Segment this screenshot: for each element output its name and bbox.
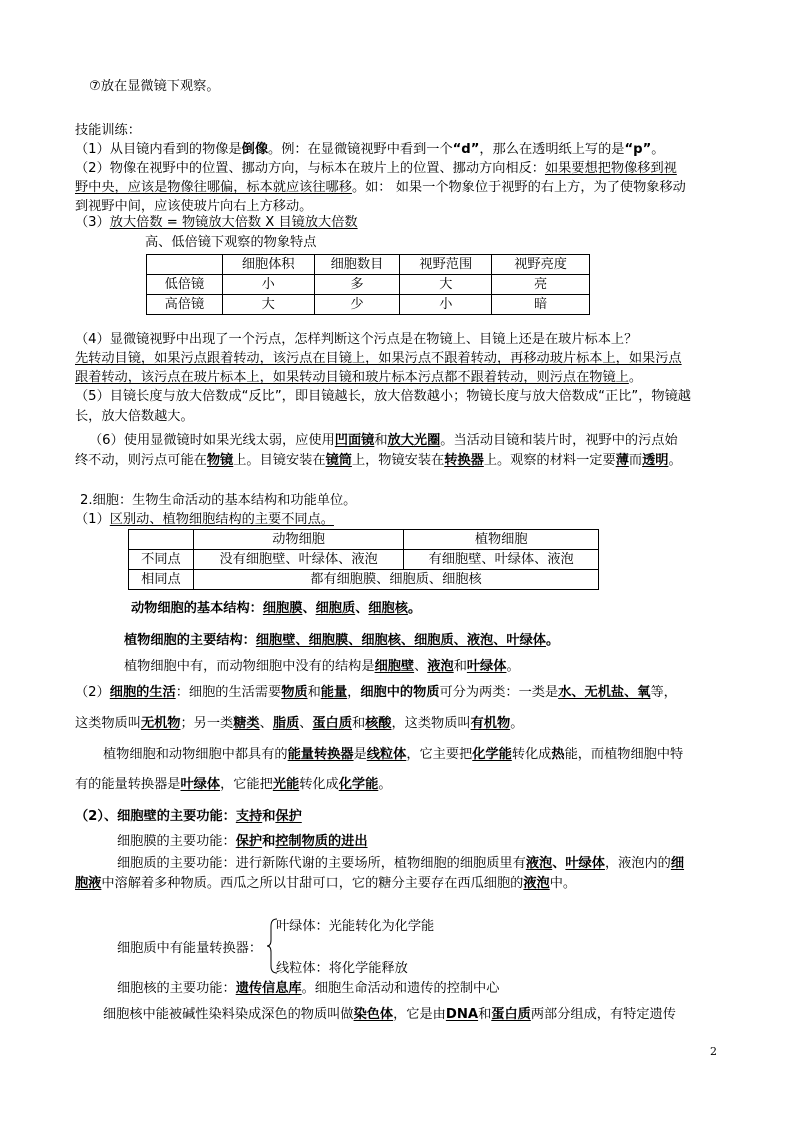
skill-2-line2: 野中央，应该是物像往哪偏，标本就应该往哪移。如： 如果一个物象位于视野的右上方，为了使物象移动 [75,180,686,195]
skills-heading: 技能训练： [75,123,141,138]
table-cell: 有细胞壁、叶绿体、液泡 [404,550,599,570]
cell-life-line2: 这类物质叫无机物；另一类糖类、脂质、蛋白质和核酸，这类物质叫有机物。 [75,716,524,731]
table-header-cell: 植物细胞 [404,530,599,550]
table-cell: 多 [314,275,400,295]
table-row [147,275,590,295]
nucleus-function: 细胞核的主要功能：遗传信息库。细胞生命活动和遗传的控制中心 [117,981,500,996]
table-row [147,295,590,315]
table1-caption: 高、低倍镜下观察的物象特点 [145,235,317,250]
table-header-cell: 动物细胞 [193,530,404,550]
table-header-row [129,530,599,550]
skill-5-line1: （5）目镜长度与放大倍数成“反比”，即目镜越长，放大倍数越小；物镜长度与放大倍数成“正比”，物镜越 [75,389,691,404]
table-row [129,550,599,570]
table-row [129,570,599,590]
cell-wall-function: （2）、细胞壁的主要功能：支持和保护 [75,809,302,824]
skill-4-question: （4）显微镜视野中出现了一个污点，怎样判断这个污点是在物镜上、目镜上还是在玻片标本上？ [75,332,638,347]
table-cell: 都有细胞膜、细胞质、细胞核 [193,570,598,590]
table-header-cell: 视野亮度 [492,255,590,275]
table-header-cell: 细胞数目 [314,255,400,275]
cytoplasm-function-line2: 胞液中溶解着多种物质。西瓜之所以甘甜可口，它的糖分主要存在西瓜细胞的液泡中。 [75,876,577,891]
cytoplasm-function-line1: 细胞质的主要功能：进行新陈代谢的主要场所，植物细胞的细胞质里有液泡、叶绿体，液泡内的细 [117,856,685,871]
animal-cell-structure: 动物细胞的基本结构：细胞膜、细胞质、细胞核。 [131,601,422,616]
table-cell: 暗 [492,295,590,315]
energy-converter-line2: 有的能量转换器是叶绿体，它能把光能转化成化学能。 [75,777,392,792]
table-cell: 高倍镜 [147,295,223,315]
skill-4-answer2: 跟着转动，该污点在玻片标本上，如果转动目镜和玻片标本污点都不跟着转动，则污点在物镜上。 [75,370,643,385]
skill-3: （3）放大倍数 = 物镜放大倍数 X 目镜放大倍数 [75,215,358,230]
plant-cell-structure: 植物细胞的主要结构：细胞壁、细胞膜、细胞核、细胞质、液泡、叶绿体。 [124,633,560,648]
step-7: ⑦放在显微镜下观察。 [89,79,220,94]
table-cell: 大 [400,275,492,295]
plant-only-structures: 植物细胞中有，而动物细胞中没有的结构是细胞壁、液泡和叶绿体。 [124,659,520,674]
page-number: 2 [710,1045,717,1058]
skill-6-line2: 终不动，则污点可能在物镜上。目镜安装在镜筒上，物镜安装在转换器上。观察的材料一定要薄而透明。 [75,453,682,468]
table-cell: 小 [222,275,314,295]
chromosome-definition: 细胞核中能被碱性染料染成深色的物质叫做染色体，它是由DNA和蛋白质两部分组成，有特定遗传 [103,1007,676,1022]
table-cell: 不同点 [129,550,194,570]
magnification-table [146,254,590,315]
skill-4-answer1: 先转动目镜，如果污点跟着转动，该污点在目镜上，如果污点不跟着转动，再移动玻片标本上，如果污点 [75,351,682,366]
cell-life-line1: （2）细胞的生活：细胞的生活需要物质和能量，细胞中的物质可分为两类：一类是水、无机盐、氧等， [75,685,677,700]
table-cell: 少 [314,295,400,315]
energy-converter-label: 细胞质中有能量转换器： [117,941,263,956]
table-cell: 没有细胞壁、叶绿体、液泡 [193,550,404,570]
table-header-cell: 细胞体积 [222,255,314,275]
cell-compare-table [128,529,599,590]
mitochondria-converter: 线粒体：将化学能释放 [276,961,408,976]
cell-definition: 2.细胞：生物生命活动的基本结构和功能单位。 [80,493,357,508]
table-cell: 大 [222,295,314,315]
table-header-row [147,255,590,275]
table-header-cell [129,530,194,550]
cell-compare-heading: （1）区别动、植物细胞结构的主要不同点。 [75,512,334,527]
table-header-cell: 视野范围 [400,255,492,275]
skill-2-line1: （2）物像在视野中的位置、挪动方向，与标本在玻片上的位置、挪动方向相反：如果要想把物像移到视 [75,161,677,176]
table-cell: 亮 [492,275,590,295]
table-cell: 相同点 [129,570,194,590]
skill-5-line2: 长，放大倍数越大。 [75,409,194,424]
skill-1: （1）从目镜内看到的物像是倒像。例：在显微镜视野中看到一个“d”，那么在透明纸上写的是“p”。 [75,142,665,157]
chloroplast-converter: 叶绿体：光能转化为化学能 [276,919,435,934]
table-cell: 小 [400,295,492,315]
skill-6-line1: （6）使用显微镜时如果光线太弱，应使用凹面镜和放大光圈。当活动目镜和装片时，视野中的污点始 [89,433,678,448]
cell-membrane-function: 细胞膜的主要功能：保护和控制物质的进出 [117,834,368,849]
skill-2-line3: 到视野中间，应该使玻片向右上方移动。 [75,199,313,214]
energy-converter-line1: 植物细胞和动物细胞中都具有的能量转换器是线粒体，它主要把化学能转化成热能，而植物细胞中特 [103,747,684,762]
table-header-cell [147,255,223,275]
table-cell: 低倍镜 [147,275,223,295]
